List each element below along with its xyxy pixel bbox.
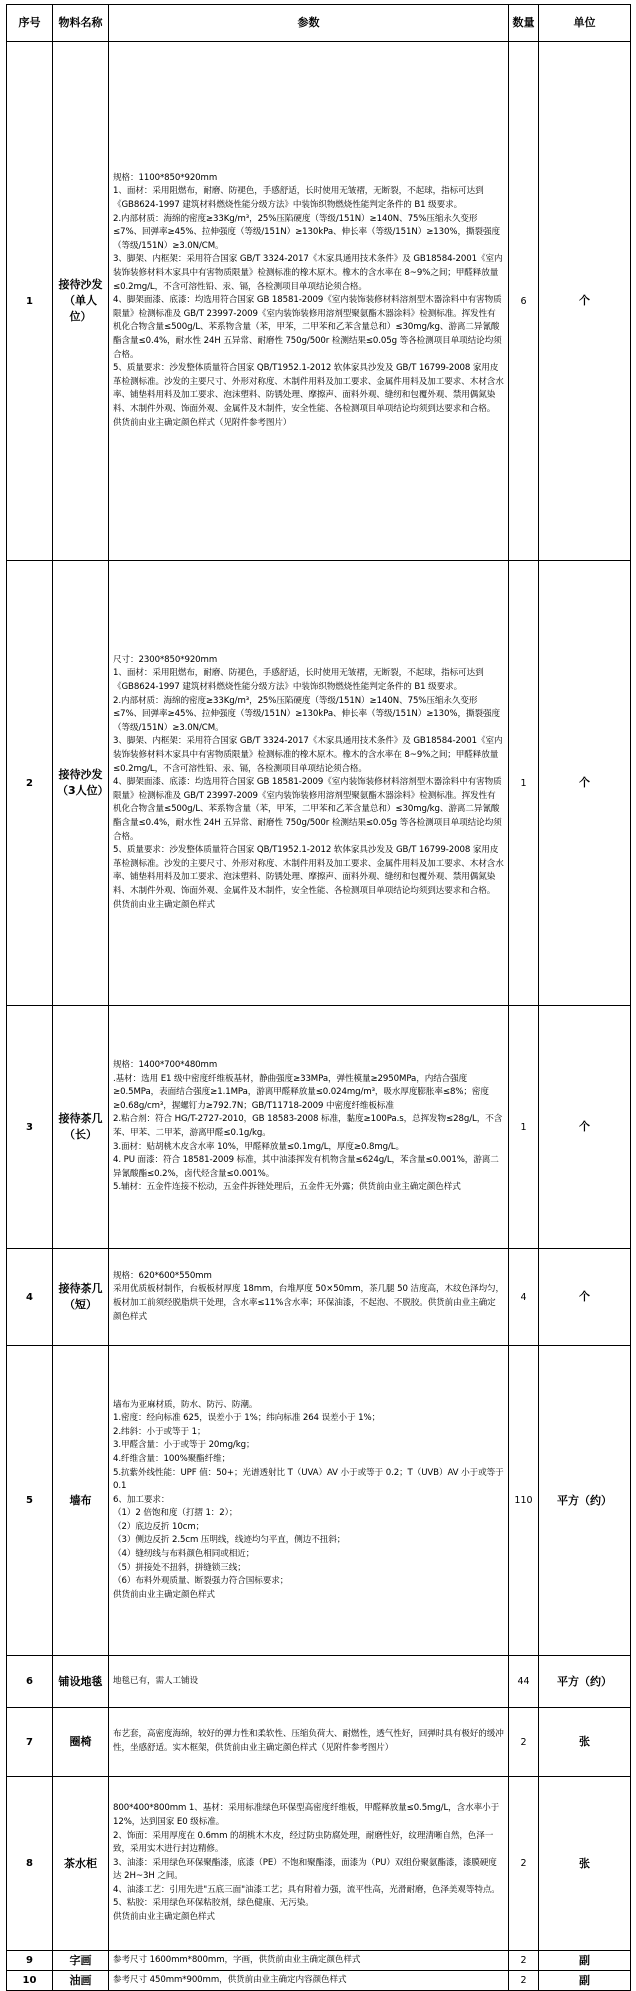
row-number: 9 — [7, 1951, 53, 1971]
parameter-line: （4）缝纫线与布料颜色相同或相近； — [113, 1549, 255, 1560]
parameter-cell — [109, 1951, 509, 1971]
parameter-line: 4.纤维含量：100%聚酯纤维； — [113, 1453, 231, 1464]
parameter-line: 1.密度：经向标准 625，误差小于 1%；纬向标准 264 误差小于 1%； — [113, 1413, 381, 1424]
table-row — [7, 1006, 631, 1249]
parameter-line: 1、面材：采用阻燃布，耐磨、防褪色，手感舒适，长时使用无皱褶，无断裂，不起球，指标可达到《GB8624-1997 建筑材料燃烧性能分级方法》中装饰织物燃烧性能判定条件的 B1 级要求。 — [113, 186, 484, 211]
row-number: 7 — [7, 1708, 53, 1777]
quantity: 110 — [509, 1346, 539, 1656]
table-row — [7, 561, 631, 1006]
header-qty: 数量 — [509, 5, 539, 42]
spec-table — [6, 4, 631, 1991]
parameter-line: 5、质量要求：沙发整体质量符合国家 QB/T1952.1-2012 软体家具沙发及 GB/T 16799-2008 家用皮革检测标准。沙发的主要尺寸、外形对称度、木制件用料及加工要求、金属件用料及加工要求、木材含水率、铺垫料用料及加工要求、泡沫塑料、防锈处理、摩擦声、面料外观、缝纫和包覆外观、禁用偶氮染料、木制件外观、饰面外观、金属件及木制件，安全性能、各检测项目单项结论均须到达要求和合格。 — [113, 845, 504, 896]
row-number: 2 — [7, 561, 53, 1006]
parameter-line: 2、饰面：采用厚度在 0.6mm 的胡桃木木皮，经过防虫防腐处理，耐磨性好，纹理清晰自然，色泽一致，采用实木进行封边精修。 — [113, 1830, 494, 1855]
table-row — [7, 1777, 631, 1951]
row-number: 5 — [7, 1346, 53, 1656]
parameter-line: 供货前由业主确定颜色样式 — [113, 1912, 215, 1923]
parameter-cell — [109, 1656, 509, 1708]
header-params: 参数 — [109, 5, 509, 42]
parameter-line: 3.面材：贴胡桃木皮含水率 10%，甲醛释放量≤0.1mg/L，厚度≥0.8mg/L。 — [113, 1141, 404, 1152]
parameter-line: 供货前由业主确定颜色样式 — [113, 1589, 215, 1600]
material-name: 接待茶几（长） — [53, 1006, 109, 1249]
material-name: 接待沙发（3人位） — [53, 561, 109, 1006]
parameter-cell — [109, 1971, 509, 1991]
table-row — [7, 1346, 631, 1656]
material-name: 油画 — [53, 1971, 109, 1991]
header-row — [7, 5, 631, 42]
quantity: 2 — [509, 1971, 539, 1991]
quantity: 2 — [509, 1708, 539, 1777]
parameter-line: 参考尺寸 1600mm*800mm，字画，供货前由业主确定颜色样式 — [113, 1954, 361, 1965]
parameter-line: 5、质量要求：沙发整体质量符合国家 QB/T1952.1-2012 软体家具沙发及 GB/T 16799-2008 家用皮革检测标准。沙发的主要尺寸、外形对称度、木制件用料及加工要求、金属件用料及加工要求、木材含水率、铺垫料用料及加工要求、泡沫塑料、防锈处理、摩擦声、面料外观、缝纫和包覆外观、禁用偶氮染料、木制件外观、饰面外观、金属件及木制件，安全性能、各检测项目单项结论均须到达要求和合格。 — [113, 363, 504, 414]
unit: 个 — [539, 1249, 631, 1346]
material-name: 接待茶几（短） — [53, 1249, 109, 1346]
unit: 个 — [539, 42, 631, 561]
row-number: 3 — [7, 1006, 53, 1249]
material-name: 字画 — [53, 1951, 109, 1971]
parameter-line: （1）2 倍饱和度（打摺 1：2）； — [113, 1508, 238, 1519]
parameter-line: 参考尺寸 450mm*900mm，供货前由业主确定内容颜色样式 — [113, 1974, 347, 1985]
material-name: 墙布 — [53, 1346, 109, 1656]
parameter-line: （6）布料外观质量、断裂强力符合国标要求； — [113, 1576, 289, 1587]
parameter-line: 5、粘胶：采用绿色环保粘胶剂，绿色健康、无污染。 — [113, 1898, 314, 1909]
quantity: 1 — [509, 1006, 539, 1249]
table-body — [7, 42, 631, 1991]
parameter-line: 2.内部材质：海绵的密度≥33Kg/m³，25%压陷硬度（等级/151N）≥140N、75%压缩永久变形≤7%、回弹率≥45%、拉伸强度（等级/151N）≥130kPa、伸长率（等级/151N）≥130%，撕裂强度（等级/151N）≥3.0N/CM。 — [113, 213, 500, 251]
parameter-cell — [109, 1249, 509, 1346]
unit: 副 — [539, 1971, 631, 1991]
parameter-cell — [109, 42, 509, 561]
parameter-line: 800*400*800mm 1、基材：采用标准绿色环保型高密度纤维板，甲醛释放量≤0.5mg/L，含水率小于 12%，达到国家 E0 级标准。 — [113, 1803, 500, 1827]
parameter-line: 3、脚架、内框架：采用符合国家 GB/T 3324-2017《木家具通用技术条件》及 GB18584-2001《室内装饰装修材料木家具中有害物质限量》检测标准的橡木原木。橡木的含水率在 8~9%之间；甲醛释放量≤0.2mg/L，不含可溶性铅、汞、镉，各检测项目单项结论须合格。 — [113, 254, 503, 292]
parameter-line: 采用优质板材制作，台板板材厚度 18mm，台堆厚度 50×50mm，茶几腿 50 洁度高，木纹色泽均匀，板材加工前须经脱脂烘干处理，含水率≤11%含水率；环保油漆，不起泡、不脱胶。供货前由业主确定颜色样式 — [113, 1284, 504, 1322]
parameter-cell — [109, 1346, 509, 1656]
unit: 副 — [539, 1951, 631, 1971]
parameter-line: .基材：选用 E1 级中密度纤维板基材，静曲强度≥33MPa，弹性模量≥2950MPa，内结合强度≥0.5MPa，表面结合强度≥1.1MPa，游离甲醛释放量≤0.024mg/m³，吸水厚度膨胀率≤8%；密度≥0.68g/cm³，握螺钉力≥792.7N；GB/T11718-2009 中密度纤维板标准 — [113, 1073, 489, 1111]
header-no: 序号 — [7, 5, 53, 42]
quantity: 4 — [509, 1249, 539, 1346]
row-number: 10 — [7, 1971, 53, 1991]
quantity: 44 — [509, 1656, 539, 1708]
unit: 平方（约） — [539, 1656, 631, 1708]
table-row — [7, 1951, 631, 1971]
parameter-line: 4、脚架面漆、底漆：均选用符合国家 GB 18581-2009《室内装饰装修材料溶剂型木器涂料中有害物质限量》检测标准及 GB/T 23997-2009《室内装饰装修用溶剂型聚氨酯木器涂料》检测标准。挥发性有机化合物含量≤500g/L、苯系物含量（苯，甲苯，二甲苯和乙苯含量总和）≤30mg/kg、游离二异氰酸酯含量≤0.4%，耐水性 24H 五异常、耐磨性 750g/500r 检测结果≤0.05g 等各检测项目单项结论均须合格。 — [113, 777, 502, 842]
parameter-cell — [109, 1708, 509, 1777]
parameter-line: 2.粘合剂：符合 HG/T-2727-2010，GB 18583-2008 标准，黏度≥100Pa.s，总挥发物≤28g/L，不含苯、甲苯、二甲苯，游离甲醛≤0.1g/kg。 — [113, 1114, 503, 1138]
unit: 个 — [539, 561, 631, 1006]
parameter-line: 3、脚架、内框架：采用符合国家 GB/T 3324-2017《木家具通用技术条件》及 GB18584-2001《室内装饰装修材料木家具中有害物质限量》检测标准的橡木原木。橡木的含水率在 8~9%之间；甲醛释放量≤0.2mg/L，不含可溶性铅、汞、镉，各检测项目单项结论须合格。 — [113, 736, 503, 774]
unit: 个 — [539, 1006, 631, 1249]
parameter-line: 尺寸：2300*850*920mm — [113, 654, 218, 665]
parameter-line: 墙布为亚麻材质，防水、防污、防潮。 — [113, 1399, 258, 1410]
table-row — [7, 1708, 631, 1777]
row-number: 8 — [7, 1777, 53, 1951]
parameter-line: 3、油漆：采用绿色环保聚酯漆，底漆（PE）不饱和聚酯漆，面漆为（PU）双组份聚氨酯漆，漆膜硬度达 2H~3H 之间。 — [113, 1857, 497, 1882]
parameter-line: 1、面材：采用阻燃布，耐磨、防褪色，手感舒适，长时使用无皱褶，无断裂，不起球，指标可达到《GB8624-1997 建筑材料燃烧性能分级方法》中装饰织物燃烧性能判定条件的 B1 级要求。 — [113, 668, 484, 693]
parameter-line: 5.抗紫外线性能：UPF 值：50+；光谱透射比 T（UVA）AV 小于或等于 0.2；T（UVB）AV 小于或等于 0.1 — [113, 1467, 504, 1492]
parameter-line: 6、加工要求： — [113, 1494, 170, 1505]
unit: 张 — [539, 1777, 631, 1951]
parameter-cell — [109, 1006, 509, 1249]
parameter-line: 规格：620*600*550mm — [113, 1270, 212, 1281]
unit: 张 — [539, 1708, 631, 1777]
parameter-line: 供货前由业主确定颜色样式（见附件参考图片） — [113, 417, 292, 428]
parameter-line: 5.辅材：五金件连接不松动，五金件拆锉处理后，五金件无外露；供货前由业主确定颜色样式 — [113, 1182, 461, 1193]
parameter-line: 2.内部材质：海绵的密度≥33Kg/m³，25%压陷硬度（等级/151N）≥140N、75%压缩永久变形≤7%、回弹率≥45%、拉伸强度（等级/151N）≥130kPa、伸长率（等级/151N）≥130%，撕裂强度（等级/151N）≥3.0N/CM。 — [113, 695, 500, 733]
parameter-line: 供货前由业主确定颜色样式 — [113, 899, 215, 910]
parameter-line: 4、油漆工艺：引用先进"五底三面"油漆工艺；具有附着力强，流平性高，光滑耐磨，色泽美观等特点。 — [113, 1884, 500, 1895]
quantity: 2 — [509, 1777, 539, 1951]
quantity: 1 — [509, 561, 539, 1006]
header-name: 物料名称 — [53, 5, 109, 42]
row-number: 6 — [7, 1656, 53, 1708]
parameter-line: 2.纬斜：小于或等于 1； — [113, 1426, 206, 1437]
material-name: 铺设地毯 — [53, 1656, 109, 1708]
parameter-line: 布艺套，高密度海绵，较好的弹力性和柔软性、压缩负荷大、耐燃性，透气性好，回弹时具有极好的缓冲性，坐感舒适。实木框架，供货前由业主确定颜色样式（见附件参考图片） — [113, 1729, 504, 1753]
parameter-line: 4、脚架面漆、底漆：均选用符合国家 GB 18581-2009《室内装饰装修材料溶剂型木器涂料中有害物质限量》检测标准及 GB/T 23997-2009《室内装饰装修用溶剂型聚氨酯木器涂料》检测标准。挥发性有机化合物含量≤500g/L、苯系物含量（苯，甲苯，二甲苯和乙苯含量总和）≤30mg/kg、游离二异氰酸酯含量≤0.4%，耐水性 24H 五异常、耐磨性 750g/500r 检测结果≤0.05g 等各检测项目单项结论均须合格。 — [113, 295, 502, 360]
table-row — [7, 42, 631, 561]
table-row — [7, 1249, 631, 1346]
parameter-line: 规格：1400*700*480mm — [113, 1060, 218, 1071]
parameter-line: （2）底边反折 10cm； — [113, 1521, 205, 1532]
parameter-line: （5）拼接处不扭斜，拼缝锁三线； — [113, 1562, 246, 1573]
parameter-line: 规格：1100*850*920mm — [113, 172, 218, 183]
material-name: 圈椅 — [53, 1708, 109, 1777]
parameter-line: 地毯已有，需人工铺设 — [113, 1675, 198, 1686]
material-name: 接待沙发（单人位） — [53, 42, 109, 561]
parameter-cell — [109, 1777, 509, 1951]
parameter-line: （3）侧边反折 2.5cm 压明线，线迹均匀平直，侧边不扭斜； — [113, 1535, 346, 1546]
table-row — [7, 1971, 631, 1991]
material-name: 茶水柜 — [53, 1777, 109, 1951]
quantity: 6 — [509, 42, 539, 561]
row-number: 4 — [7, 1249, 53, 1346]
parameter-line: 3.甲醛含量：小于或等于 20mg/kg； — [113, 1440, 255, 1451]
parameter-line: 4. PU 面漆：符合 18581-2009 标准，其中油漆挥发有机物含量≤624g/L，苯含量≤0.001%，游离二异氰酸酯≤0.2%，卤代烃含量≤0.001%。 — [113, 1155, 499, 1179]
table-row — [7, 1656, 631, 1708]
header-unit: 单位 — [539, 5, 631, 42]
unit: 平方（约） — [539, 1346, 631, 1656]
row-number: 1 — [7, 42, 53, 561]
quantity: 2 — [509, 1951, 539, 1971]
parameter-cell — [109, 561, 509, 1006]
